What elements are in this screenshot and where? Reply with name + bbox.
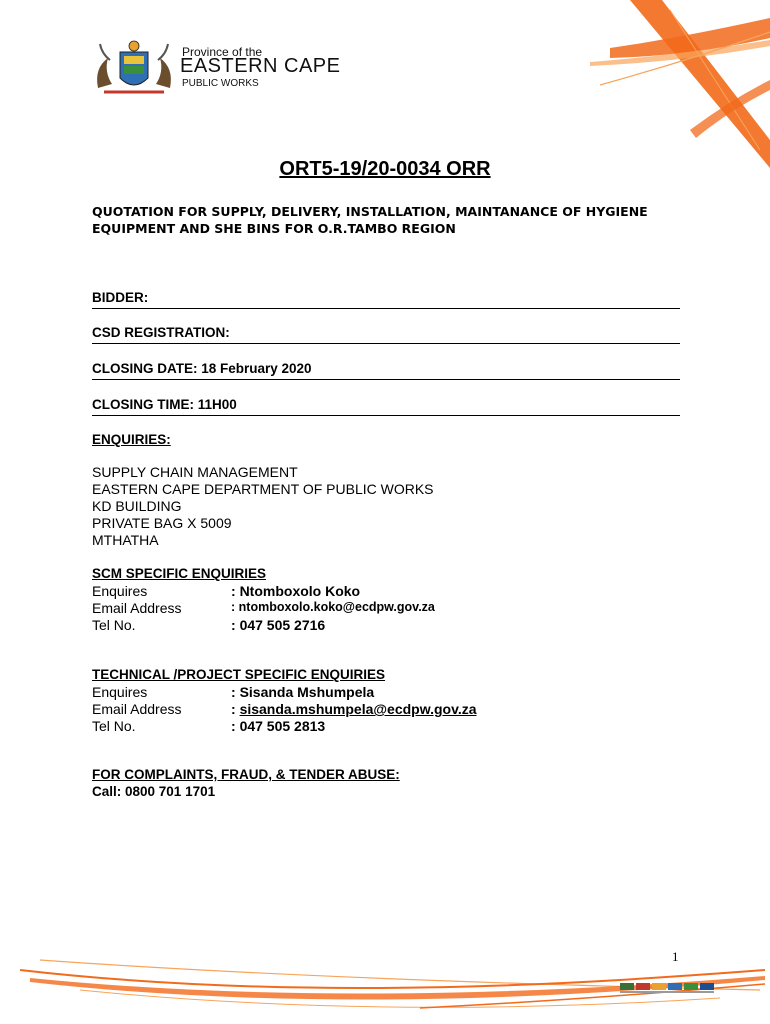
email-label: Email Address bbox=[92, 600, 182, 616]
page-number: 1 bbox=[672, 949, 679, 964]
eastern-cape-logo bbox=[90, 38, 390, 98]
address-line: MTHATHA bbox=[92, 532, 159, 548]
address-block bbox=[92, 464, 434, 549]
tel-value: : 047 505 2716 bbox=[231, 617, 326, 633]
closing-date-field: CLOSING DATE: 18 February 2020 bbox=[92, 361, 680, 380]
technical-enquiries-heading: TECHNICAL /PROJECT SPECIFIC ENQUIRIES bbox=[92, 667, 386, 682]
orange-x-decoration bbox=[570, 0, 770, 170]
enquires-value: : Sisanda Mshumpela bbox=[231, 684, 375, 700]
enquires-label: Enquires bbox=[92, 684, 148, 700]
document-subtitle: QUOTATION FOR SUPPLY, DELIVERY, INSTALLATION, MAINTANANCE OF HYGIENE EQUIPMENT AND SHE BINS FOR O.R.TAMBO REGION bbox=[92, 204, 648, 236]
document-title: ORT5-19/20-0034 ORR bbox=[279, 158, 491, 180]
email-label: Email Address bbox=[92, 701, 182, 717]
address-line: KD BUILDING bbox=[92, 498, 182, 514]
address-line: EASTERN CAPE DEPARTMENT OF PUBLIC WORKS bbox=[92, 481, 434, 497]
tel-label: Tel No. bbox=[92, 718, 136, 734]
coat-of-arms-icon bbox=[90, 38, 178, 96]
tel-value: : 047 505 2813 bbox=[231, 718, 326, 734]
email-link[interactable]: : ntomboxolo.koko@ecdpw.gov.za bbox=[231, 600, 435, 614]
logo-public-works-text: PUBLIC WORKS bbox=[182, 78, 259, 89]
complaints-heading: FOR COMPLAINTS, FRAUD, & TENDER ABUSE: bbox=[92, 767, 400, 782]
enquires-value: : Ntomboxolo Koko bbox=[231, 583, 361, 599]
logo-eastern-cape-text: EASTERN CAPE bbox=[180, 55, 341, 77]
footer-partner-logos-icon bbox=[620, 980, 715, 994]
hotline-number: Call: 0800 701 1701 bbox=[92, 784, 216, 799]
logo-province-text: Province of the bbox=[182, 45, 263, 59]
bidder-field: BIDDER: bbox=[92, 290, 680, 309]
address-line: PRIVATE BAG X 5009 bbox=[92, 515, 232, 531]
enquires-label: Enquires bbox=[92, 583, 148, 599]
tel-label: Tel No. bbox=[92, 617, 136, 633]
enquiries-heading: ENQUIRIES: bbox=[92, 432, 171, 447]
email-link[interactable]: : sisanda.mshumpela@ecdpw.gov.za bbox=[231, 701, 477, 717]
scm-enquiries-heading: SCM SPECIFIC ENQUIRIES bbox=[92, 566, 267, 581]
address-line: SUPPLY CHAIN MANAGEMENT bbox=[92, 464, 298, 480]
csd-registration-field: CSD REGISTRATION: bbox=[92, 325, 680, 344]
closing-time-field: CLOSING TIME: 11H00 bbox=[92, 397, 680, 416]
